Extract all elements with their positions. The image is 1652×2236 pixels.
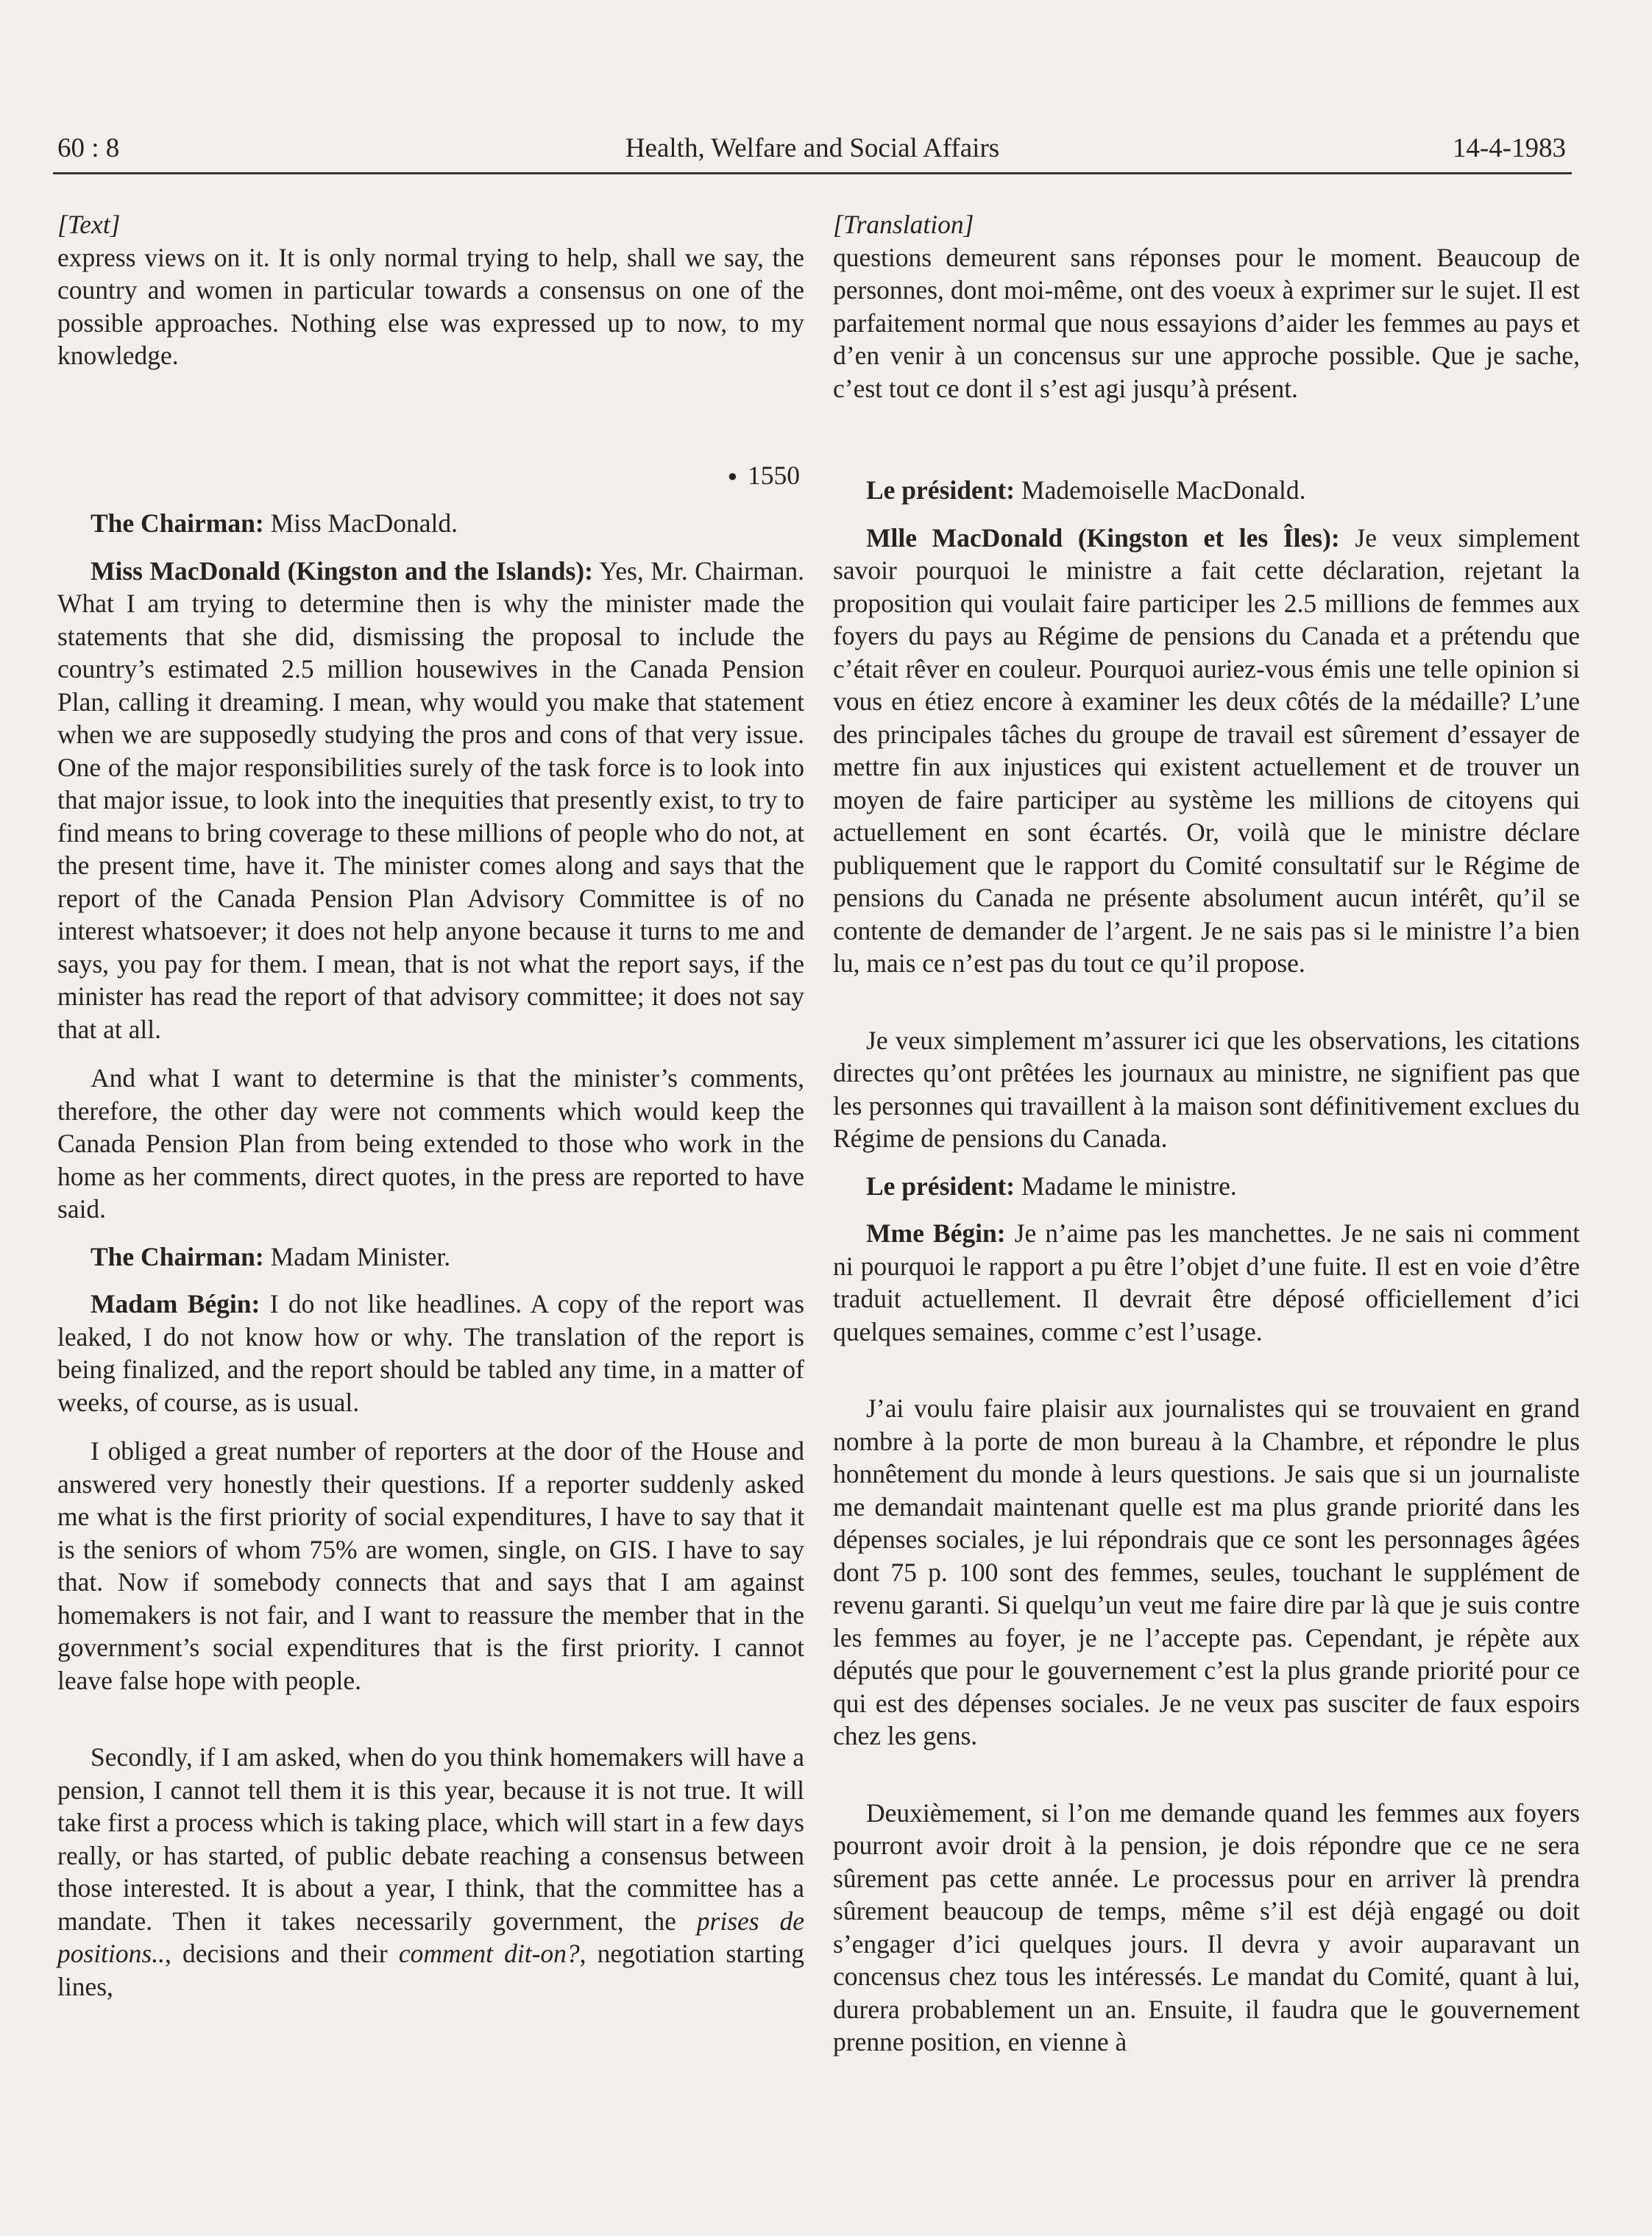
paragraph: I obliged a great number of reporters at the door of the House and answered very honestly their questions. If a reporter suddenly asked me what is the first priority of social expenditures, I have to say that it is the seniors of whom 75% are women, single, on GIS. I have to say that. Now if somebody connects that and says that I am against homemakers is not fair, and I want to reassure the member that in the government’s social expenditures that is the first priority. I cannot leave false hope with people. (57, 1436, 804, 1695)
sitting-date: 14-4-1983 (1452, 133, 1566, 163)
page-number: 60 : 8 (57, 133, 120, 163)
text-heading: [Text] (57, 210, 121, 239)
speech-text: Miss MacDonald. (263, 508, 458, 538)
time-marker-value: 1550 (748, 460, 800, 490)
italic-phrase: comment dit-on? (398, 1939, 580, 1968)
speech-text: I do not like headlines. A copy of the report was leaked, I do not know how or why. The translation of the report is being finalized, and the report should be tabled any time, in a matter of weeks, of course, as is usual. (57, 1289, 805, 1417)
speech-begin (833, 1217, 1580, 1348)
paragraph: J’ai voulu faire plaisir aux journalistes qui se trouvaient en grand nombre à la porte de mon bureau à la Chambre, et répondre le plus honnêtement du monde à leurs questions. Je sais que si un journaliste me demandait maintenant quelle est ma plus grande priorité dans les dépenses sociales, je lui répondrais que ce sont les personnages âgées dont 75 p. 100 sont des femmes, seules, touchant le supplément de revenu garanti. Si quelqu’un veut me faire dire par là que je suis contre les femmes au foyer, je ne l’accepte pas. Cependant, je répète aux députés que pour le gouvernement c’est la plus grande priorité pour ce qui est des dépenses sociales. Je ne veux pas susciter de faux espoirs chez les gens. (833, 1394, 1580, 1750)
paragraph: Je veux simplement m’assurer ici que les observations, les citations directes qu’ont prêtées les journaux au ministre, ne signifient pas que les personnes qui travaillent à la maison sont définitivement exclues du Régime de pensions du Canada. (833, 1025, 1580, 1153)
bullet-icon: ● (727, 466, 737, 485)
speaker-name: Miss MacDonald (Kingston and the Islands): (91, 556, 593, 586)
paragraph-text: , negotiation starting lines, (57, 1939, 805, 2001)
speech-text: Je veux simplement savoir pourquoi le ministre a fait cette déclaration, rejetant la proposition qui voulait faire participer les 2.5 millions de femmes aux foyers du pays au Régime de pensions du Canada et a prétendu que c’était rêver en couleur. Pourquoi auriez-vous émis une telle opinion si vous en étiez encore à examiner les deux côtés de la médaille? L’une des principales tâches du groupe de travail est sûrement d’essayer de mettre fin aux injustices qui existent actuellement et de trouver un moyen de faire participer au système les millions de citoyens qui actuellement en sont écartés. Or, voilà que le ministre déclare publiquement que le rapport du Comité consultatif sur le Régime de pensions du Canada ne présente absolument aucun intérêt, qu’il se contente de demander de l’argent. Je ne sais pas si le ministre l’a bien lu, mais ce n’est pas du tout ce qu’il propose. (833, 522, 1580, 978)
speech-text: Yes, Mr. Chairman. What I am trying to determine then is why the minister made the statements that she did, dismissing the proposal to include the country’s estimated 2.5 million housewives in the Canada Pension Plan, calling it dreaming. I mean, why would you make that statement when we are supposedly studying the pros and cons of that very issue. One of the major responsibilities surely of the task force is to look into that major issue, to look into the inequities that presently exist, to try to find means to bring coverage to these millions of people who do not, at the present time, have it. The minister comes along and says that the report of the Canada Pension Plan Advisory Committee is of no interest whatsoever; it does not help anyone because it turns to me and says, you pay for them. I mean, that is not what the report says, if the minister has read the report of that advisory committee; it does not say that at all. (57, 556, 804, 1044)
paragraph: Deuxièmement, si l’on me demande quand les femmes aux foyers pourront avoir droit à la pension, je dois répondre que ce ne sera sûrement pas cette année. Le processus pour en arriver là prendra sûrement beaucoup de temps, même s’il est déjà engagé ou doit s’engager d’ici quelques jours. Il devra y avoir auparavant un concensus chez tous les intéressés. Le mandat du Comité, quant à lui, durera probablement un an. Ensuite, il faudra que le gouvernement prenne position, en vienne à (833, 1797, 1580, 2056)
paragraph (57, 1741, 804, 2003)
speech-macdonald (833, 522, 1580, 980)
paragraph: questions demeurent sans réponses pour le moment. Beaucoup de personnes, dont moi-même, ont des voeux à exprimer sur le sujet. Il est parfaitement normal que nous essayions d’aider les femmes au pays et d’en venir à un concensus sur une approche possible. Que je sache, c’est tout ce dont il s’est agi jusqu’à présent. (833, 242, 1580, 403)
italic-phrase: prises de positions.. (57, 1906, 804, 1968)
french-column (833, 208, 1580, 2059)
speech-president (833, 474, 1580, 507)
paragraph-text: Secondly, if I am asked, when do you think homemakers will have a pension, I cannot tell them it is this year, because it is not true. It will take first a process which is taking place, which will start in a few days really, or has started, of public debate reaching a consensus between those interested. It is about a year, I think, that the committee has a mandate. Then it takes necessarily government, the (57, 1742, 804, 1936)
speech-text: Mademoiselle MacDonald. (1015, 475, 1306, 505)
speech-macdonald (57, 555, 804, 1046)
speech-president (833, 1170, 1580, 1203)
paragraph: And what I want to determine is that the minister’s comments, therefore, the other day were not comments which would keep the Canada Pension Plan from being extended to those who work in the home as her comments, direct quotes, in the press are reported to have said. (57, 1063, 804, 1224)
paragraph: express views on it. It is only normal trying to help, shall we say, the country and women in particular towards a consensus on one of the possible approaches. Nothing else was expressed up to now, to my knowledge. (57, 242, 804, 370)
speaker-name: Madam Bégin: (91, 1289, 260, 1318)
speaker-name: The Chairman: (91, 508, 264, 538)
speech-text: Je n’aime pas les manchettes. Je ne sais ni comment ni pourquoi le rapport a pu être l’objet d’une fuite. Il est en voie d’être traduit actuellement. Il devrait être déposé officiellement d’ici quelques semaines, comme c’est l’usage. (833, 1218, 1580, 1346)
speech-text: Madam Minister. (263, 1241, 451, 1271)
translation-heading: [Translation] (833, 210, 974, 239)
speaker-name: Le président: (866, 1171, 1015, 1201)
speech-chairman (57, 1241, 804, 1274)
speaker-name: Le président: (866, 475, 1015, 505)
speaker-name: The Chairman: (91, 1241, 264, 1271)
speaker-name: Mme Bégin: (866, 1218, 1006, 1248)
time-marker (57, 459, 804, 493)
paragraph-text: , decisions and their (164, 1939, 399, 1968)
publication-title: Health, Welfare and Social Affairs (625, 133, 1000, 163)
speech-chairman (57, 507, 804, 540)
english-column (57, 208, 804, 2003)
page-header (53, 129, 1572, 174)
speech-text: Madame le ministre. (1015, 1171, 1237, 1201)
speech-begin (57, 1288, 804, 1419)
speaker-name: Mlle MacDonald (Kingston et les Îles): (866, 522, 1340, 553)
